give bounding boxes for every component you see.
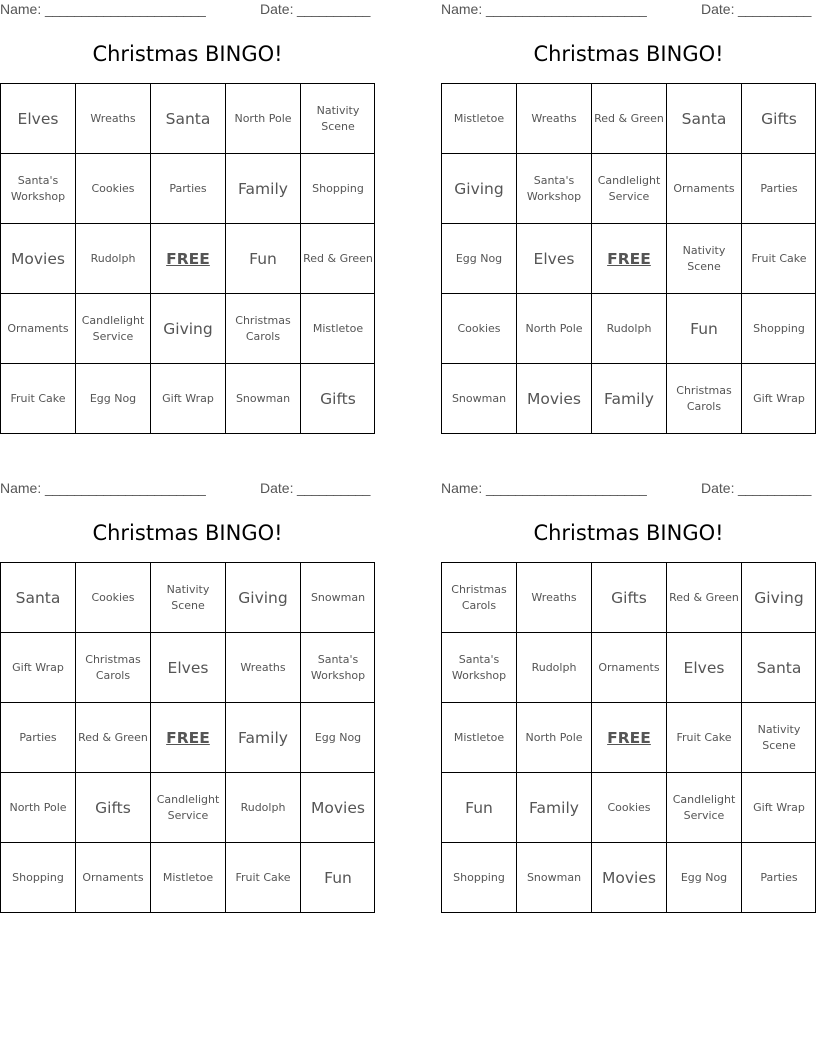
bingo-cell: Family — [591, 363, 666, 434]
bingo-cell: North Pole — [225, 83, 300, 153]
date-blank: __________ — [297, 1, 370, 17]
bingo-cell: North Pole — [516, 702, 591, 772]
name-blank: ______________________ — [486, 480, 647, 496]
bingo-cell: Parties — [150, 153, 225, 223]
bingo-cell: Cookies — [75, 562, 150, 632]
free-space-cell: FREE — [591, 223, 666, 293]
bingo-cell: Cookies — [591, 772, 666, 842]
bingo-cell: Elves — [0, 83, 75, 153]
bingo-cell: Egg Nog — [75, 363, 150, 434]
bingo-cell: Fruit Cake — [666, 702, 741, 772]
bingo-cell: Candlelight Service — [150, 772, 225, 842]
date-label: Date: — [260, 1, 294, 17]
name-blank: ______________________ — [45, 480, 206, 496]
bingo-cell: Red & Green — [666, 562, 741, 632]
bingo-cell: Parties — [741, 153, 816, 223]
bingo-cell: Gift Wrap — [741, 363, 816, 434]
bingo-cell: Santa — [741, 632, 816, 702]
bingo-cell: Parties — [0, 702, 75, 772]
free-space-cell: FREE — [591, 702, 666, 772]
bingo-cell: Snowman — [441, 363, 516, 434]
bingo-cell: Shopping — [741, 293, 816, 363]
bingo-cell: Shopping — [300, 153, 375, 223]
name-date-row — [0, 480, 375, 498]
bingo-cell: Santa — [150, 83, 225, 153]
bingo-cell: Family — [225, 702, 300, 772]
bingo-cell: Santa's Workshop — [516, 153, 591, 223]
bingo-cell: North Pole — [0, 772, 75, 842]
bingo-cell: Red & Green — [300, 223, 375, 293]
bingo-cell: Fruit Cake — [225, 842, 300, 913]
name-date-row — [441, 1, 816, 19]
bingo-cell: Nativity Scene — [666, 223, 741, 293]
bingo-cell: Movies — [300, 772, 375, 842]
bingo-cell: Ornaments — [0, 293, 75, 363]
bingo-cell: Christmas Carols — [225, 293, 300, 363]
bingo-cell: Ornaments — [75, 842, 150, 913]
bingo-cell: Gift Wrap — [150, 363, 225, 434]
date-blank: __________ — [297, 480, 370, 496]
bingo-cell: Mistletoe — [441, 83, 516, 153]
bingo-cell: Christmas Carols — [75, 632, 150, 702]
bingo-cell: Egg Nog — [300, 702, 375, 772]
date-label: Date: — [701, 480, 735, 496]
bingo-cell: Ornaments — [591, 632, 666, 702]
bingo-cell: Parties — [741, 842, 816, 913]
bingo-cell: Movies — [516, 363, 591, 434]
bingo-cell: Elves — [150, 632, 225, 702]
bingo-cell: Egg Nog — [441, 223, 516, 293]
bingo-cell: Santa's Workshop — [441, 632, 516, 702]
bingo-cell: Wreaths — [516, 562, 591, 632]
bingo-cell: Mistletoe — [441, 702, 516, 772]
name-blank: ______________________ — [486, 1, 647, 17]
bingo-cell: Giving — [741, 562, 816, 632]
bingo-cell: Cookies — [75, 153, 150, 223]
bingo-cell: Gifts — [300, 363, 375, 434]
free-space-cell: FREE — [150, 223, 225, 293]
bingo-cell: Giving — [225, 562, 300, 632]
bingo-cell: Rudolph — [591, 293, 666, 363]
bingo-cell: Gifts — [75, 772, 150, 842]
bingo-grid — [0, 562, 375, 913]
bingo-cell: Candlelight Service — [666, 772, 741, 842]
bingo-cell: Giving — [441, 153, 516, 223]
bingo-cell: Christmas Carols — [441, 562, 516, 632]
bingo-cell: Wreaths — [75, 83, 150, 153]
bingo-cell: Snowman — [300, 562, 375, 632]
card-title: Christmas BINGO! — [92, 521, 283, 545]
bingo-cell: Cookies — [441, 293, 516, 363]
bingo-cell: Rudolph — [516, 632, 591, 702]
bingo-cell: Santa's Workshop — [0, 153, 75, 223]
bingo-cell: Santa's Workshop — [300, 632, 375, 702]
date-label: Date: — [260, 480, 294, 496]
free-space-cell: FREE — [150, 702, 225, 772]
bingo-cell: Wreaths — [225, 632, 300, 702]
bingo-grid — [441, 562, 816, 913]
bingo-cell: Nativity Scene — [300, 83, 375, 153]
bingo-cell: Candlelight Service — [75, 293, 150, 363]
bingo-cell: Fun — [666, 293, 741, 363]
bingo-cell: Nativity Scene — [741, 702, 816, 772]
bingo-cell: Santa — [0, 562, 75, 632]
bingo-cell: Snowman — [225, 363, 300, 434]
bingo-cell: Ornaments — [666, 153, 741, 223]
bingo-cell: Gifts — [741, 83, 816, 153]
bingo-cell: Family — [225, 153, 300, 223]
name-label: Name: — [441, 480, 483, 496]
bingo-cell: Mistletoe — [300, 293, 375, 363]
bingo-cell: Fun — [300, 842, 375, 913]
bingo-cell: Gift Wrap — [741, 772, 816, 842]
card-title: Christmas BINGO! — [533, 42, 724, 66]
bingo-cell: Fun — [441, 772, 516, 842]
bingo-cell: Christmas Carols — [666, 363, 741, 434]
bingo-cell: Elves — [516, 223, 591, 293]
bingo-card-2 — [441, 0, 816, 434]
bingo-card-1 — [0, 0, 375, 434]
bingo-cell: Mistletoe — [150, 842, 225, 913]
bingo-cell: Egg Nog — [666, 842, 741, 913]
bingo-cell: Red & Green — [75, 702, 150, 772]
bingo-cell: Giving — [150, 293, 225, 363]
name-label: Name: — [441, 1, 483, 17]
name-date-row — [441, 480, 816, 498]
bingo-grid — [441, 83, 816, 434]
bingo-cell: Family — [516, 772, 591, 842]
name-blank: ______________________ — [45, 1, 206, 17]
bingo-card-4 — [441, 479, 816, 913]
bingo-cell: North Pole — [516, 293, 591, 363]
bingo-cell: Rudolph — [75, 223, 150, 293]
bingo-cell: Gifts — [591, 562, 666, 632]
name-label: Name: — [0, 1, 42, 17]
bingo-grid — [0, 83, 375, 434]
bingo-cell: Movies — [591, 842, 666, 913]
date-blank: __________ — [738, 1, 811, 17]
bingo-cell: Santa — [666, 83, 741, 153]
bingo-cell: Nativity Scene — [150, 562, 225, 632]
bingo-cell: Movies — [0, 223, 75, 293]
bingo-cell: Wreaths — [516, 83, 591, 153]
bingo-cell: Rudolph — [225, 772, 300, 842]
card-title: Christmas BINGO! — [533, 521, 724, 545]
bingo-cell: Candlelight Service — [591, 153, 666, 223]
card-title: Christmas BINGO! — [92, 42, 283, 66]
bingo-cell: Red & Green — [591, 83, 666, 153]
bingo-cell: Gift Wrap — [0, 632, 75, 702]
bingo-cell: Fruit Cake — [741, 223, 816, 293]
name-date-row — [0, 1, 375, 19]
date-blank: __________ — [738, 480, 811, 496]
bingo-cell: Snowman — [516, 842, 591, 913]
bingo-cell: Elves — [666, 632, 741, 702]
date-label: Date: — [701, 1, 735, 17]
bingo-cell: Fruit Cake — [0, 363, 75, 434]
name-label: Name: — [0, 480, 42, 496]
bingo-card-3 — [0, 479, 375, 913]
bingo-cell: Shopping — [441, 842, 516, 913]
bingo-cell: Shopping — [0, 842, 75, 913]
bingo-cell: Fun — [225, 223, 300, 293]
